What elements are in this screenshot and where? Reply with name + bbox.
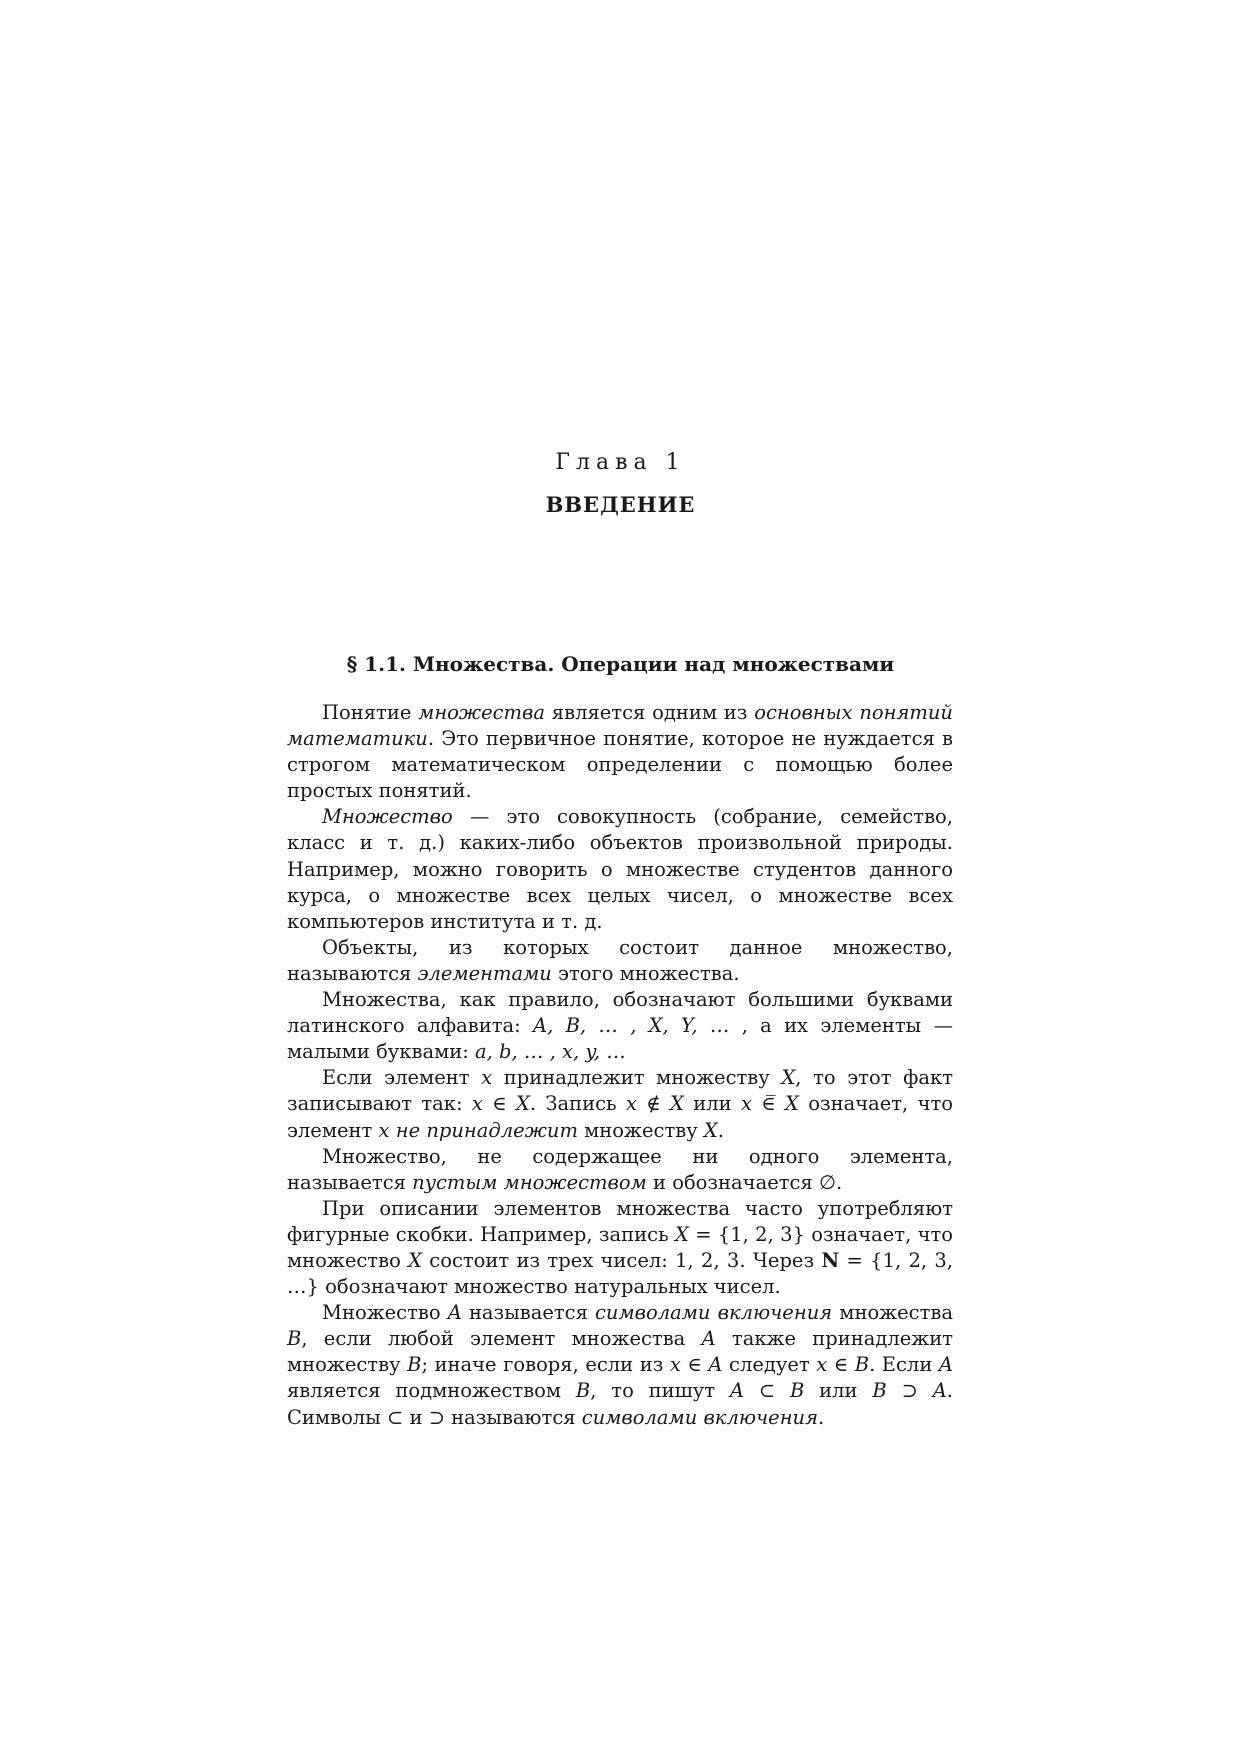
body-text [287, 700, 953, 1431]
paragraph-5: Если элемент x принадлежит множеству X, то этот факт записывают так: x ∈ X. Запись x ∉ X или x ∈̅ X означает, что элемент x не принадлежит множеству X. [287, 1066, 953, 1142]
paragraph-7: При описании элементов множества часто употребляют фигурные скобки. Например, запись X = {1, 2, 3} означает, что множество X состоит из трех чисел: 1, 2, 3. Через N = {1, 2, 3, …} обозначают множество натуральных чисел. [287, 1196, 954, 1299]
paragraph-1: Понятие множества является одним из основных понятий математики. Это первичное понятие, которое не нуждается в строгом математическом определении с помощью более простых понятий. [287, 701, 953, 803]
paragraph-3: Объекты, из которых состоит данное множество, называются элементами этого множества. [287, 935, 953, 985]
chapter-title: ВВЕДЕНИЕ [545, 492, 696, 517]
paragraph-6: Множество, не содержащее ни одного элемента, называется пустым множеством и обозначается ∅. [287, 1144, 953, 1194]
section-title: § 1.1. Множества. Операции над множествами [346, 652, 895, 676]
paragraph-8: Множество A называется символами включения множества B, если любой элемент множества A также принадлежит множеству B; иначе говоря, если из x ∈ A следует x ∈ B. Если A является подмножеством B, то пишут A ⊂ B или B ⊃ A. Символы ⊂ и ⊃ называются символами включения. [287, 1301, 954, 1429]
paragraph-4: Множества, как правило, обозначают большими буквами латинского алфавита: A, B, … , X, Y, … , а их элементы — малыми буквами: a, b, … , x, y, … [287, 988, 953, 1064]
paragraph-2: Множество — это совокупность (собрание, семейство, класс и т. д.) каких-либо объектов произвольной природы. Например, можно говорить о множестве студентов данного курса, о множестве всех целых чисел, о множестве всех компьютеров института и т. д. [287, 805, 953, 933]
chapter-label: Глава 1 [555, 450, 686, 475]
